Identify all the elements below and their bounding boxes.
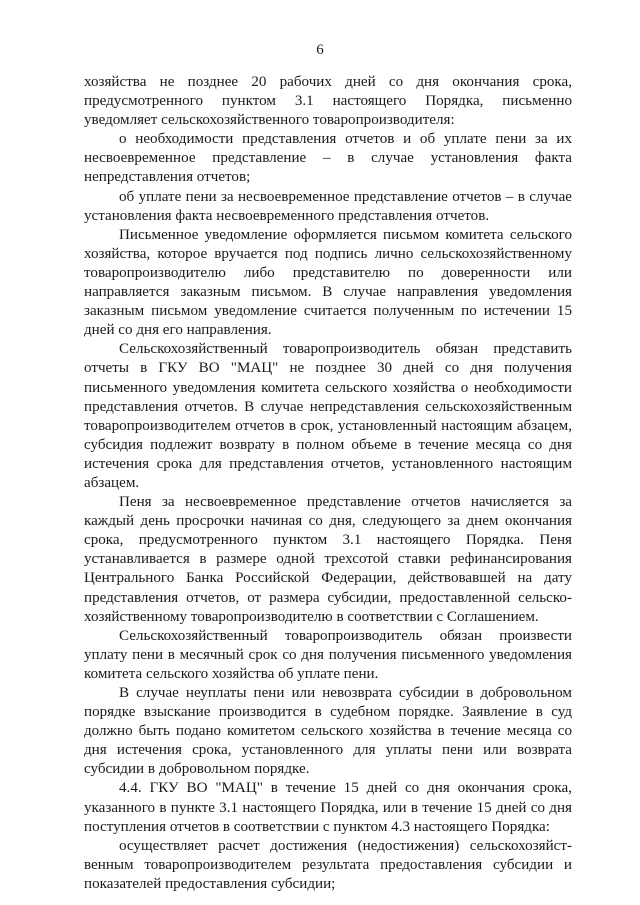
- document-body: [84, 73, 572, 894]
- paragraph: В случае неуплаты пени или невозврата субсидии в добровольном порядке взыскание производится в судебном порядке. Заявление в суд должно быть подано комитетом сельского хозяйства в течение месяца со дня истечения срока, установленного для уплаты пени или возврата субсидии в добровольном порядке.: [84, 685, 572, 778]
- paragraph: осуществляет расчет достижения (недостижения) сельскохозяйст-венным товаропроизводителем результата предоставления субсидии и показателей предоставления субсидии;: [84, 837, 572, 892]
- paragraph: об уплате пени за несвоевременное представление отчетов – в случае установления факта несвоевременного представления отчетов.: [84, 188, 572, 224]
- paragraph: Письменное уведомление оформляется письмом комитета сельского хозяйства, которое вручается под подпись лично сельскохозяйственному товаропроизводителю либо представителю по доверенности или направляется заказным письмом. В случае направления уведомления заказным письмом уведомление считается полученным по истечении 15 дней со дня его направления.: [84, 226, 572, 339]
- paragraph: о необходимости представления отчетов и об уплате пени за их несвоевременное представление – в случае установления факта непредставления отчетов;: [84, 131, 572, 186]
- section-4-4-paragraph: 4.4. ГКУ ВО "МАЦ" в течение 15 дней со дня окончания срока, указанного в пункте 3.1 настоящего Порядка, или в течение 15 дней со дня поступления отчетов в соответствии с пунктом 4.3 настоящего Порядка:: [84, 780, 572, 835]
- paragraph: Пеня за несвоевременное представление отчетов начисляется за каждый день просрочки начиная со дня, следующего за днем окончания срока, предусмотренного пунктом 3.1 настоящего Порядка. Пеня устанавливается в размере одной трехсотой ставки рефинансирования Центрального Банка Российской Федерации, действовавшей на дату представления отчетов, от размера субсидии, предоставленной сельско-хозяйственному товаропроизводителю в соответствии с Соглашением.: [84, 494, 572, 625]
- paragraph: Сельскохозяйственный товаропроизводитель обязан представить отчеты в ГКУ ВО "МАЦ" не позднее 30 дней со дня получения письменного уведомления комитета сельского хозяйства о необходимости представления отчетов. В случае непредставления сельскохозяйственным товаропроизводителем отчетов в срок, установленный настоящим абзацем, субсидия подлежит возврату в полном объеме в течение месяца со дня истечения срока для представления отчетов, установленного настоящим абзацем.: [84, 341, 572, 491]
- paragraph-continuation: хозяйства не позднее 20 рабочих дней со дня окончания срока, предусмотренного пунктом 3.1 настоящего Порядка, письменно уведомляет сельскохозяйственного товаропроизводителя:: [84, 74, 572, 129]
- page-number: 6: [316, 42, 324, 58]
- paragraph: Сельскохозяйственный товаропроизводитель обязан произвести уплату пени в месячный срок со дня получения письменного уведомления комитета сельского хозяйства об уплате пени.: [84, 627, 572, 682]
